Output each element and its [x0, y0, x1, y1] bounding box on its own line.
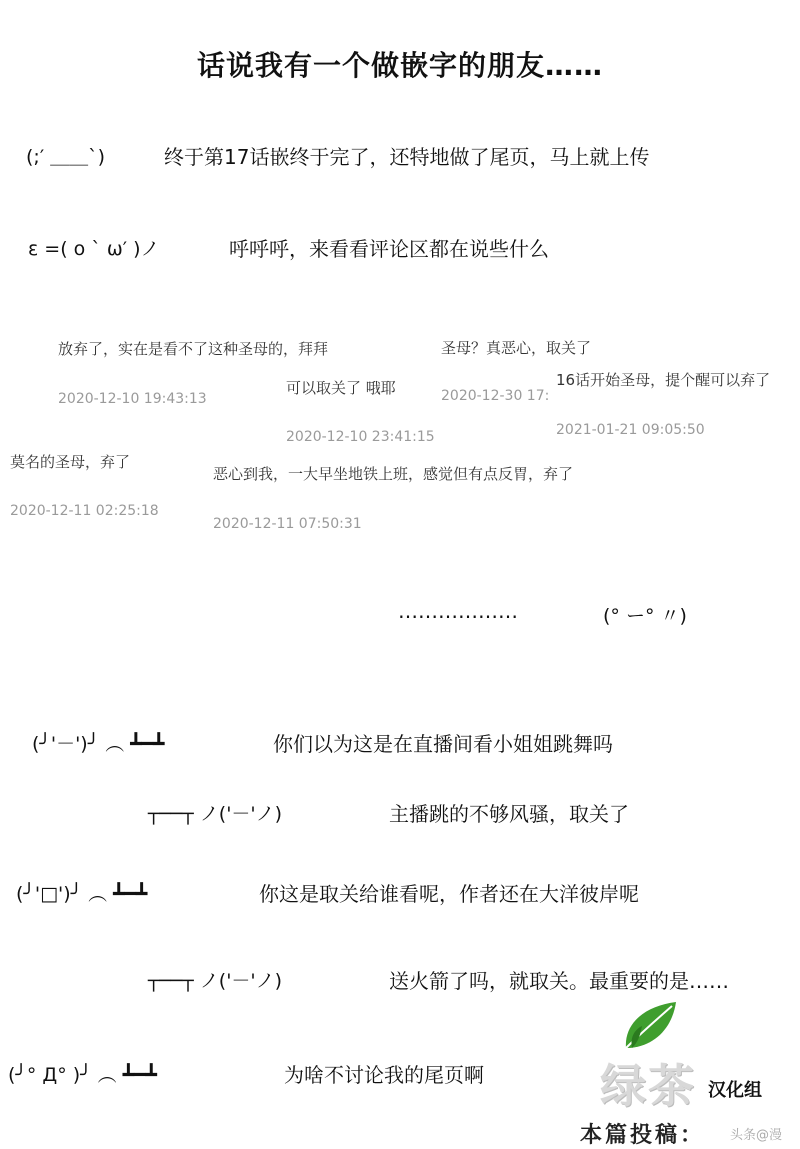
comment-text: 可以取关了 哦耶 — [286, 379, 396, 397]
kaomoji: ε =( o ` ω′ )ノ — [28, 238, 160, 260]
dialog-line: 主播跳的不够风骚，取关了 — [389, 802, 629, 826]
page-title: 话说我有一个做嵌字的朋友…… — [196, 49, 603, 82]
comment-timestamp: 2021-01-21 09:05:50 — [556, 422, 705, 438]
comment-text: 16话开始圣母，提个醒可以弃了 — [556, 371, 771, 389]
dialog-line: 你们以为这是在直播间看小姐姐跳舞吗 — [273, 732, 613, 756]
comment-text: 莫名的圣母，弃了 — [10, 453, 131, 471]
kaomoji: (╯° Д° )╯ ︵ ┻━┻ — [8, 1064, 158, 1086]
kaomoji: (;′ ＿＿`) — [26, 146, 106, 168]
narration-line: 终于第17话嵌终于完了，还特地做了尾页，马上就上传 — [164, 145, 650, 169]
comment-timestamp: 2020-12-10 23:41:15 — [286, 429, 435, 445]
comment-text: 放弃了，实在是看不了这种圣母的，拜拜 — [58, 340, 329, 358]
kaomoji: (° ー° 〃) — [603, 605, 687, 627]
contributor-label: 本篇投稿： — [580, 1123, 706, 1148]
kaomoji: ┬──┬ ノ('－'ノ) — [148, 803, 283, 825]
comment-timestamp: 2020-12-11 07:50:31 — [213, 516, 362, 532]
comment-text: 圣母？真恶心，取关了 — [441, 339, 592, 357]
logo-sub-text: 汉化组 — [708, 1080, 762, 1101]
logo-main-text: 绿茶 — [600, 1059, 696, 1113]
kaomoji: ┬──┬ ノ('－'ノ) — [148, 970, 283, 992]
dialog-line: 送火箭了吗，就取关。最重要的是…… — [389, 969, 729, 993]
comment-timestamp: 2020-12-10 19:43:13 — [58, 391, 207, 407]
ellipsis: ……………… — [398, 599, 518, 623]
comment-timestamp: 2020-12-11 02:25:18 — [10, 503, 159, 519]
kaomoji: (╯'－')╯ ︵ ┻━┻ — [32, 733, 165, 755]
narration-line: 呼呼呼，来看看评论区都在说些什么 — [229, 237, 549, 261]
tea-leaf-icon — [622, 1000, 678, 1052]
watermark: 头条@漫 — [730, 1128, 783, 1143]
kaomoji: (╯'□')╯ ︵ ┻━┻ — [16, 883, 148, 905]
dialog-line: 你这是取关给谁看呢，作者还在大洋彼岸呢 — [259, 882, 639, 906]
comment-timestamp: 2020-12-30 17: — [441, 388, 550, 404]
comment-text: 恶心到我，一大早坐地铁上班，感觉但有点反胃，弃了 — [213, 465, 574, 483]
group-logo — [580, 1000, 800, 1149]
dialog-line: 为啥不讨论我的尾页啊 — [284, 1063, 484, 1087]
